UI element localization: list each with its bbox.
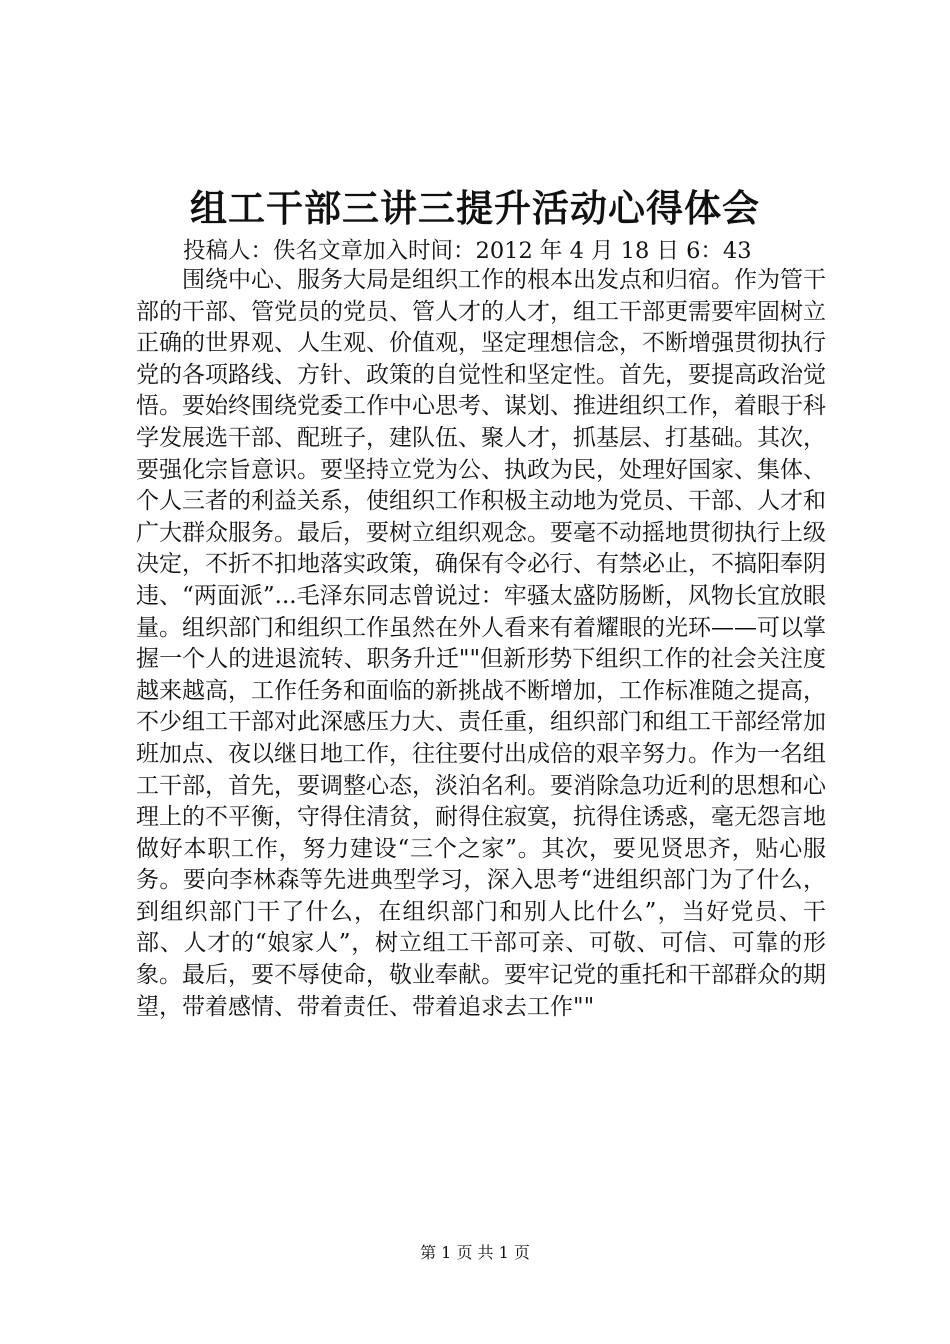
document-title: 组工干部三讲三提升活动心得体会 bbox=[190, 186, 760, 230]
author-date-line: 投稿人：佚名文章加入时间：2012 年 4 月 18 日 6：43 bbox=[183, 238, 752, 264]
page-number-footer: 第 1 页 共 1 页 bbox=[420, 1243, 530, 1262]
body-paragraph: 围绕中心、服务大局是组织工作的根本出发点和归宿。作为管干部的干部、管党员的党员、管人才的人才，组工干部更需要牢固树立正确的世界观、人生观、价值观，坚定理想信念，不断增强贯彻执行党的各项路线、方针、政策的自觉性和坚定性。首先，要提高政治觉悟。要始终围绕党委工作中心思考、谋划、推进组织工作，着眼于科学发展选干部、配班子，建队伍、聚人才，抓基层、打基础。其次，要强化宗旨意识。要坚持立党为公、执政为民，处理好国家、集体、个人三者的利益关系，使组织工作积极主动地为党员、干部、人才和广大群众服务。最后，要树立组织观念。要毫不动摇地贯彻执行上级决定，不折不扣地落实政策，确保有令必行、有禁必止，不搞阳奉阴违、“两面派”...毛泽东同志曾说过：牢骚太盛防肠断，风物长宜放眼量。组织部门和组织工作虽然在外人看来有着耀眼的光环——可以掌握一个人的进退流转、职务升迁""但新形势下组织工作的社会关注度越来越高，工作任务和面临的新挑战不断增加，工作标准随之提高，不少组工干部对此深感压力大、责任重，组织部门和组工干部经常加班加点、夜以继日地工作，往往要付出成倍的艰辛努力。作为一名组工干部，首先，要调整心态，淡泊名利。要消除急功近利的思想和心理上的不平衡，守得住清贫，耐得住寂寞，抗得住诱惑，毫无怨言地做好本职工作，努力建设“三个之家”。其次，要见贤思齐，贴心服务。要向李林森等先进典型学习，深入思考“进组织部门为了什么，到组织部门干了什么，在组织部门和别人比什么”，当好党员、干部、人才的“娘家人”，树立组工干部可亲、可敬、可信、可靠的形象。最后，要不辱使命，敬业奉献。要牢记党的重托和干部群众的期望，带着感情、带着责任、带着追求去工作"" bbox=[136, 267, 826, 1020]
